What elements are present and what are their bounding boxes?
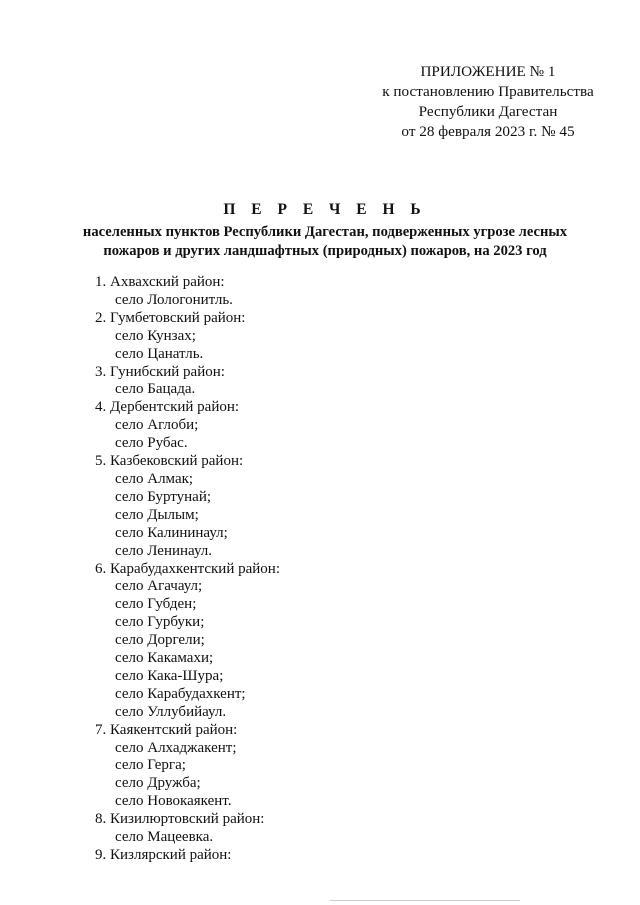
- village-item: село Мацеевка.: [115, 829, 214, 846]
- village-item: село Ленинаул.: [115, 542, 213, 559]
- appendix-header: [372, 62, 604, 142]
- village-item: село Цанатль.: [115, 345, 204, 362]
- district-label: 6. Карабудахкентский район:: [95, 560, 280, 577]
- village-item: село Уллубийаул.: [115, 703, 227, 720]
- district-item: [95, 561, 575, 722]
- district-label: 5. Казбековский район:: [95, 453, 244, 470]
- title-heading: П Е Р Е Ч Е Н Ь: [223, 201, 427, 218]
- appendix-date: от 28 февраля 2023 г. № 45: [401, 123, 575, 140]
- village-item: село Дылым;: [115, 506, 199, 523]
- district-label: 2. Гумбетовский район:: [95, 309, 246, 326]
- district-item: [95, 274, 575, 310]
- village-item: село Рубас.: [115, 435, 188, 452]
- district-label: 7. Каякентский район:: [95, 721, 238, 738]
- district-item: [95, 453, 575, 560]
- village-item: село Кака-Шура;: [115, 667, 224, 684]
- village-item: село Карабудахкент;: [115, 685, 246, 702]
- district-label: 3. Гунибский район:: [95, 363, 225, 380]
- title-subtitle-line-1: населенных пунктов Республики Дагестан, подверженных угрозе лесных: [82, 224, 568, 240]
- village-item: село Буртунай;: [115, 488, 212, 505]
- village-item: село Какамахи;: [115, 650, 214, 667]
- village-item: село Новокаякент.: [115, 793, 232, 810]
- title-subtitle-line-2: пожаров и других ландшафтных (природных) пожаров, на 2023 год: [103, 242, 547, 259]
- district-item: [95, 847, 575, 865]
- village-item: село Герга;: [115, 757, 186, 774]
- village-item: село Алмак;: [115, 470, 194, 487]
- district-item: [95, 722, 575, 812]
- district-item: [95, 811, 575, 847]
- district-label: 9. Кизлярский район:: [95, 847, 232, 863]
- district-label: 4. Дербентский район:: [95, 399, 240, 416]
- village-item: село Лологонитль.: [115, 291, 233, 308]
- village-item: село Губден;: [115, 596, 197, 613]
- village-item: село Алхаджакент;: [115, 739, 237, 756]
- district-item: [95, 399, 575, 453]
- appendix-authority: Республики Дагестан: [418, 103, 558, 120]
- district-label: 1. Ахвахский район:: [95, 274, 225, 290]
- district-label: 8. Кизилюртовский район:: [95, 811, 265, 828]
- district-item: [95, 364, 575, 400]
- village-item: село Калининаул;: [115, 524, 228, 541]
- village-item: село Гурбуки;: [115, 614, 205, 631]
- district-list: [95, 274, 575, 865]
- document-title: [60, 200, 590, 260]
- village-item: село Агачаул;: [115, 578, 203, 595]
- footer-divider: [330, 900, 520, 901]
- village-item: село Бацада.: [115, 381, 196, 398]
- district-item: [95, 310, 575, 364]
- village-item: село Дружба;: [115, 775, 201, 792]
- village-item: село Кунзах;: [115, 327, 196, 344]
- appendix-number: ПРИЛОЖЕНИЕ № 1: [420, 63, 556, 80]
- appendix-reference: к постановлению Правительства: [382, 83, 594, 100]
- village-item: село Аглоби;: [115, 417, 199, 434]
- village-item: село Доргели;: [115, 632, 205, 649]
